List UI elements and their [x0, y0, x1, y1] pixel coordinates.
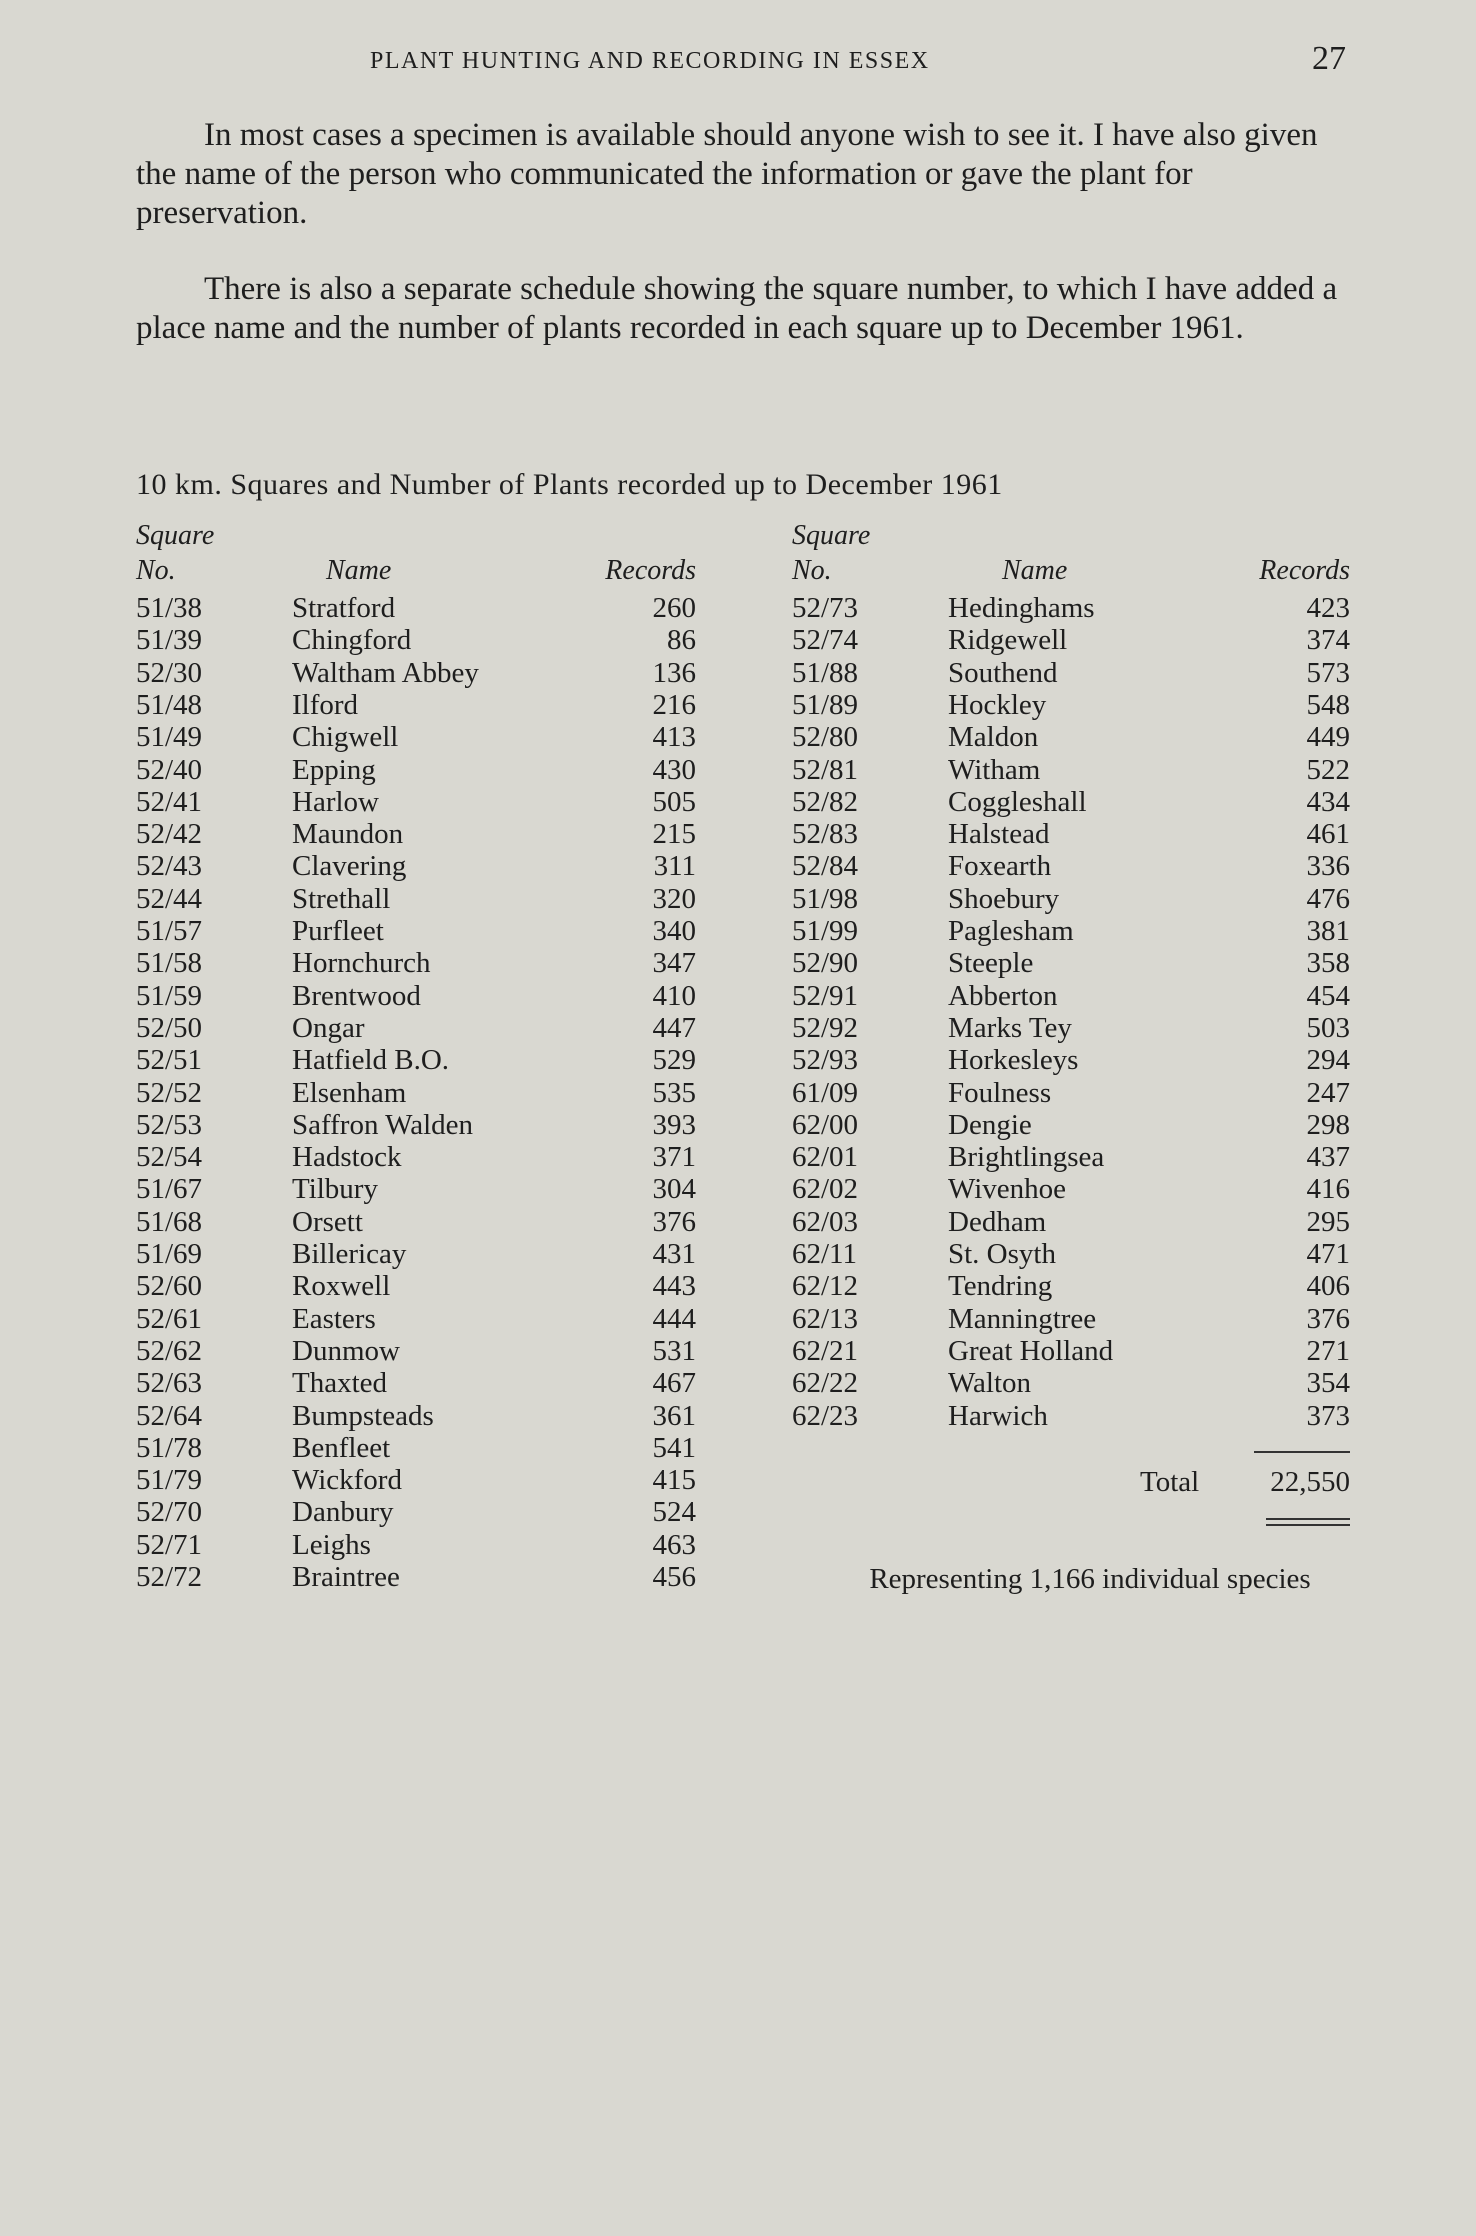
square-number: 52/30	[136, 656, 203, 689]
place-name: Wivenhoe	[948, 1173, 1067, 1206]
record-count: 444	[652, 1302, 696, 1335]
square-number: 52/62	[136, 1334, 203, 1367]
record-count: 358	[1306, 947, 1350, 980]
place-name: Maldon	[948, 721, 1039, 754]
table-row	[136, 1496, 700, 1528]
record-count: 505	[652, 785, 696, 818]
table-row	[792, 1077, 1354, 1109]
square-number: 62/12	[792, 1270, 859, 1303]
place-name: Southend	[948, 656, 1058, 689]
place-name: Ridgewell	[948, 624, 1068, 657]
record-count: 535	[652, 1076, 696, 1109]
square-number: 62/23	[792, 1399, 859, 1432]
square-number: 62/01	[792, 1141, 859, 1174]
table-row	[136, 786, 700, 818]
place-name: Bumpsteads	[292, 1399, 434, 1432]
table-row	[792, 1400, 1354, 1432]
square-number: 52/90	[792, 947, 859, 980]
place-name: Ilford	[292, 688, 359, 721]
page-number: 27	[1312, 40, 1346, 77]
total-label: Total	[1140, 1466, 1200, 1498]
table-row	[136, 592, 700, 624]
place-name: Abberton	[948, 979, 1058, 1012]
square-number: 52/41	[136, 785, 203, 818]
record-count: 376	[652, 1205, 696, 1238]
place-name: Saffron Walden	[292, 1108, 474, 1141]
square-number: 51/57	[136, 915, 203, 947]
record-count: 373	[1306, 1399, 1350, 1432]
table-row	[136, 1077, 700, 1109]
record-count: 573	[1306, 656, 1350, 689]
left-header-records: Records	[605, 555, 696, 586]
record-count: 216	[652, 688, 696, 721]
record-count: 454	[1306, 979, 1350, 1012]
table-row	[136, 947, 700, 979]
table-row	[136, 1141, 700, 1173]
place-name: Dedham	[948, 1205, 1047, 1238]
square-number: 51/79	[136, 1464, 203, 1497]
running-title: PLANT HUNTING AND RECORDING IN ESSEX	[370, 48, 930, 74]
table-row	[136, 624, 700, 656]
square-number: 52/60	[136, 1270, 203, 1303]
square-number: 51/89	[792, 688, 859, 721]
left-header-square: Square	[136, 520, 215, 551]
record-count: 295	[1306, 1205, 1350, 1238]
square-number: 51/67	[136, 1173, 203, 1206]
record-count: 406	[1306, 1270, 1350, 1303]
record-count: 541	[652, 1431, 696, 1464]
total-value: 22,550	[1270, 1466, 1350, 1498]
record-count: 374	[1306, 624, 1350, 657]
table-row	[136, 915, 700, 947]
place-name: Elsenham	[292, 1076, 407, 1109]
square-number: 62/13	[792, 1302, 859, 1335]
record-count: 443	[652, 1270, 696, 1303]
place-name: Shoebury	[948, 882, 1060, 915]
place-name: Hockley	[948, 688, 1047, 721]
place-name: Walton	[948, 1367, 1032, 1400]
table-row	[136, 1432, 700, 1464]
square-number: 62/02	[792, 1173, 859, 1206]
place-name: Harlow	[292, 785, 379, 818]
place-name: Roxwell	[292, 1270, 391, 1303]
record-count: 347	[652, 947, 696, 980]
place-name: Hatfield B.O.	[292, 1044, 450, 1077]
table-row	[136, 689, 700, 721]
record-count: 320	[652, 882, 696, 915]
table-row	[792, 1335, 1354, 1367]
place-name: Dunmow	[292, 1334, 400, 1367]
square-number: 52/74	[792, 624, 859, 657]
square-number: 51/98	[792, 882, 859, 915]
place-name: Thaxted	[292, 1367, 388, 1400]
record-count: 361	[652, 1399, 696, 1432]
table-row	[136, 818, 700, 850]
place-name: Tendring	[948, 1270, 1053, 1303]
record-count: 522	[1306, 753, 1350, 786]
record-count: 294	[1306, 1044, 1350, 1077]
record-count: 136	[652, 656, 696, 689]
record-count: 430	[652, 753, 696, 786]
square-number: 52/72	[136, 1561, 203, 1593]
total-double-rule	[1266, 1518, 1350, 1526]
table-row	[792, 786, 1354, 818]
record-count: 381	[1306, 915, 1350, 947]
table-row	[792, 1206, 1354, 1238]
place-name: Orsett	[292, 1205, 363, 1238]
record-count: 416	[1306, 1173, 1350, 1206]
record-count: 376	[1306, 1302, 1350, 1335]
square-number: 52/91	[792, 979, 859, 1012]
place-name: Horkesleys	[948, 1044, 1079, 1077]
square-number: 52/44	[136, 882, 203, 915]
record-count: 86	[667, 624, 696, 657]
table-row	[792, 689, 1354, 721]
table-row	[136, 1335, 700, 1367]
table-row	[136, 1109, 700, 1141]
table-row	[136, 883, 700, 915]
table-row	[136, 1464, 700, 1496]
record-count: 431	[652, 1238, 696, 1270]
square-number: 51/99	[792, 915, 859, 947]
square-number: 51/88	[792, 656, 859, 689]
square-number: 52/93	[792, 1044, 859, 1077]
table-row	[792, 850, 1354, 882]
record-count: 449	[1306, 721, 1350, 754]
place-name: Clavering	[292, 850, 407, 883]
place-name: Steeple	[948, 947, 1034, 980]
square-number: 52/81	[792, 753, 859, 786]
square-number: 61/09	[792, 1076, 859, 1109]
place-name: Hedinghams	[948, 592, 1095, 624]
square-number: 51/39	[136, 624, 203, 657]
table-row	[792, 883, 1354, 915]
square-number: 52/51	[136, 1044, 203, 1077]
table-row	[136, 1012, 700, 1044]
square-number: 52/64	[136, 1399, 203, 1432]
record-count: 467	[652, 1367, 696, 1400]
place-name: Easters	[292, 1302, 376, 1335]
place-name: Leighs	[292, 1528, 371, 1561]
place-name: St. Osyth	[948, 1238, 1056, 1270]
table-row	[136, 980, 700, 1012]
table-row	[792, 947, 1354, 979]
place-name: Foulness	[948, 1076, 1052, 1109]
table-row	[792, 980, 1354, 1012]
record-count: 311	[653, 850, 696, 883]
square-number: 52/82	[792, 785, 859, 818]
right-header-square: Square	[792, 520, 871, 551]
table-row	[136, 1303, 700, 1335]
square-number: 62/03	[792, 1205, 859, 1238]
place-name: Hornchurch	[292, 947, 431, 980]
square-number: 52/40	[136, 753, 203, 786]
place-name: Great Holland	[948, 1334, 1114, 1367]
place-name: Chigwell	[292, 721, 399, 754]
record-count: 247	[1306, 1076, 1350, 1109]
square-number: 52/80	[792, 721, 859, 754]
place-name: Coggleshall	[948, 785, 1087, 818]
species-summary: Representing 1,166 individual species	[869, 1563, 1311, 1595]
table-row	[792, 1270, 1354, 1302]
record-count: 471	[1306, 1238, 1350, 1270]
square-number: 51/49	[136, 721, 203, 754]
square-number: 51/69	[136, 1238, 203, 1270]
place-name: Waltham Abbey	[292, 656, 479, 689]
record-count: 423	[1306, 592, 1350, 624]
place-name: Purfleet	[292, 915, 384, 947]
table-row	[792, 657, 1354, 689]
table-row	[136, 1238, 700, 1270]
place-name: Halstead	[948, 818, 1050, 851]
record-count: 304	[652, 1173, 696, 1206]
record-count: 529	[652, 1044, 696, 1077]
square-number: 51/68	[136, 1205, 203, 1238]
table-row	[792, 1012, 1354, 1044]
place-name: Brentwood	[292, 979, 421, 1012]
table-row	[792, 1044, 1354, 1076]
table-row	[792, 754, 1354, 786]
place-name: Paglesham	[948, 915, 1074, 947]
record-count: 271	[1306, 1334, 1350, 1367]
square-number: 52/71	[136, 1528, 203, 1561]
right-header-no: No.	[792, 555, 832, 586]
table-row	[792, 1141, 1354, 1173]
right-header-records: Records	[1259, 555, 1350, 586]
table-row	[136, 1206, 700, 1238]
record-count: 336	[1306, 850, 1350, 883]
record-count: 463	[652, 1528, 696, 1561]
table-row	[136, 1270, 700, 1302]
table-row	[792, 1173, 1354, 1205]
table-caption: 10 km. Squares and Number of Plants recorded up to December 1961	[136, 468, 1003, 501]
place-name: Strethall	[292, 882, 391, 915]
table-row	[136, 657, 700, 689]
record-count: 447	[652, 1011, 696, 1044]
place-name: Ongar	[292, 1011, 365, 1044]
left-header-name: Name	[326, 555, 392, 586]
square-number: 52/42	[136, 818, 203, 851]
place-name: Billericay	[292, 1238, 407, 1270]
paragraph-1: In most cases a specimen is available should anyone wish to see it. I have also given the name of the person who communicated the information or gave the plant for preservation.	[136, 117, 1318, 231]
record-count: 215	[652, 818, 696, 851]
record-count: 260	[652, 592, 696, 624]
record-count: 548	[1306, 688, 1350, 721]
place-name: Foxearth	[948, 850, 1052, 883]
record-count: 415	[652, 1464, 696, 1497]
place-name: Epping	[292, 753, 376, 786]
place-name: Brightlingsea	[948, 1141, 1105, 1174]
square-number: 62/00	[792, 1108, 859, 1141]
square-number: 52/61	[136, 1302, 203, 1335]
square-number: 52/92	[792, 1011, 859, 1044]
square-number: 51/38	[136, 592, 203, 624]
square-number: 52/73	[792, 592, 859, 624]
table-row	[136, 1044, 700, 1076]
square-number: 52/50	[136, 1011, 203, 1044]
table-row	[136, 721, 700, 753]
table-row	[792, 592, 1354, 624]
place-name: Dengie	[948, 1108, 1032, 1141]
square-number: 52/84	[792, 850, 859, 883]
record-count: 456	[652, 1561, 696, 1593]
place-name: Harwich	[948, 1399, 1048, 1432]
left-header-no: No.	[136, 555, 176, 586]
place-name: Maundon	[292, 818, 404, 851]
table-row	[792, 1303, 1354, 1335]
square-number: 62/11	[792, 1238, 857, 1270]
record-count: 393	[652, 1108, 696, 1141]
table-row	[136, 850, 700, 882]
record-count: 410	[652, 979, 696, 1012]
square-number: 52/52	[136, 1076, 203, 1109]
square-number: 51/78	[136, 1431, 203, 1464]
place-name: Manningtree	[948, 1302, 1097, 1335]
record-count: 437	[1306, 1141, 1350, 1174]
table-row	[792, 915, 1354, 947]
record-count: 524	[652, 1496, 696, 1529]
table-row	[136, 1400, 700, 1432]
record-count: 340	[652, 915, 696, 947]
record-count: 371	[652, 1141, 696, 1174]
square-number: 52/83	[792, 818, 859, 851]
table-row	[136, 1561, 700, 1593]
square-number: 51/48	[136, 688, 203, 721]
table-row	[792, 1367, 1354, 1399]
paragraph-2: There is also a separate schedule showing the square number, to which I have added a place name and the number of plants recorded in each square up to December 1961.	[136, 271, 1338, 346]
square-number: 62/21	[792, 1334, 859, 1367]
place-name: Benfleet	[292, 1431, 391, 1464]
record-count: 298	[1306, 1108, 1350, 1141]
record-count: 461	[1306, 818, 1350, 851]
square-number: 52/54	[136, 1141, 203, 1174]
total-rule	[1254, 1451, 1350, 1453]
square-number: 52/43	[136, 850, 203, 883]
table-row	[792, 1238, 1354, 1270]
place-name: Marks Tey	[948, 1011, 1072, 1044]
table-row	[136, 1529, 700, 1561]
square-number: 52/63	[136, 1367, 203, 1400]
place-name: Tilbury	[292, 1173, 378, 1206]
place-name: Braintree	[292, 1561, 400, 1593]
record-count: 434	[1306, 785, 1350, 818]
record-count: 413	[652, 721, 696, 754]
table-row	[792, 624, 1354, 656]
place-name: Chingford	[292, 624, 412, 657]
place-name: Danbury	[292, 1496, 394, 1529]
square-number: 52/53	[136, 1108, 203, 1141]
right-header-name: Name	[1002, 555, 1068, 586]
square-number: 51/59	[136, 979, 203, 1012]
square-number: 51/58	[136, 947, 203, 980]
table-row	[136, 754, 700, 786]
place-name: Hadstock	[292, 1141, 402, 1174]
table-row	[792, 1109, 1354, 1141]
record-count: 503	[1306, 1011, 1350, 1044]
table-row	[792, 721, 1354, 753]
table-row	[136, 1367, 700, 1399]
square-number: 52/70	[136, 1496, 203, 1529]
record-count: 531	[652, 1334, 696, 1367]
square-number: 62/22	[792, 1367, 859, 1400]
record-count: 354	[1306, 1367, 1350, 1400]
place-name: Witham	[948, 753, 1041, 786]
record-count: 476	[1306, 882, 1350, 915]
table-row	[136, 1173, 700, 1205]
place-name: Stratford	[292, 592, 396, 624]
table-row	[792, 818, 1354, 850]
place-name: Wickford	[292, 1464, 402, 1497]
